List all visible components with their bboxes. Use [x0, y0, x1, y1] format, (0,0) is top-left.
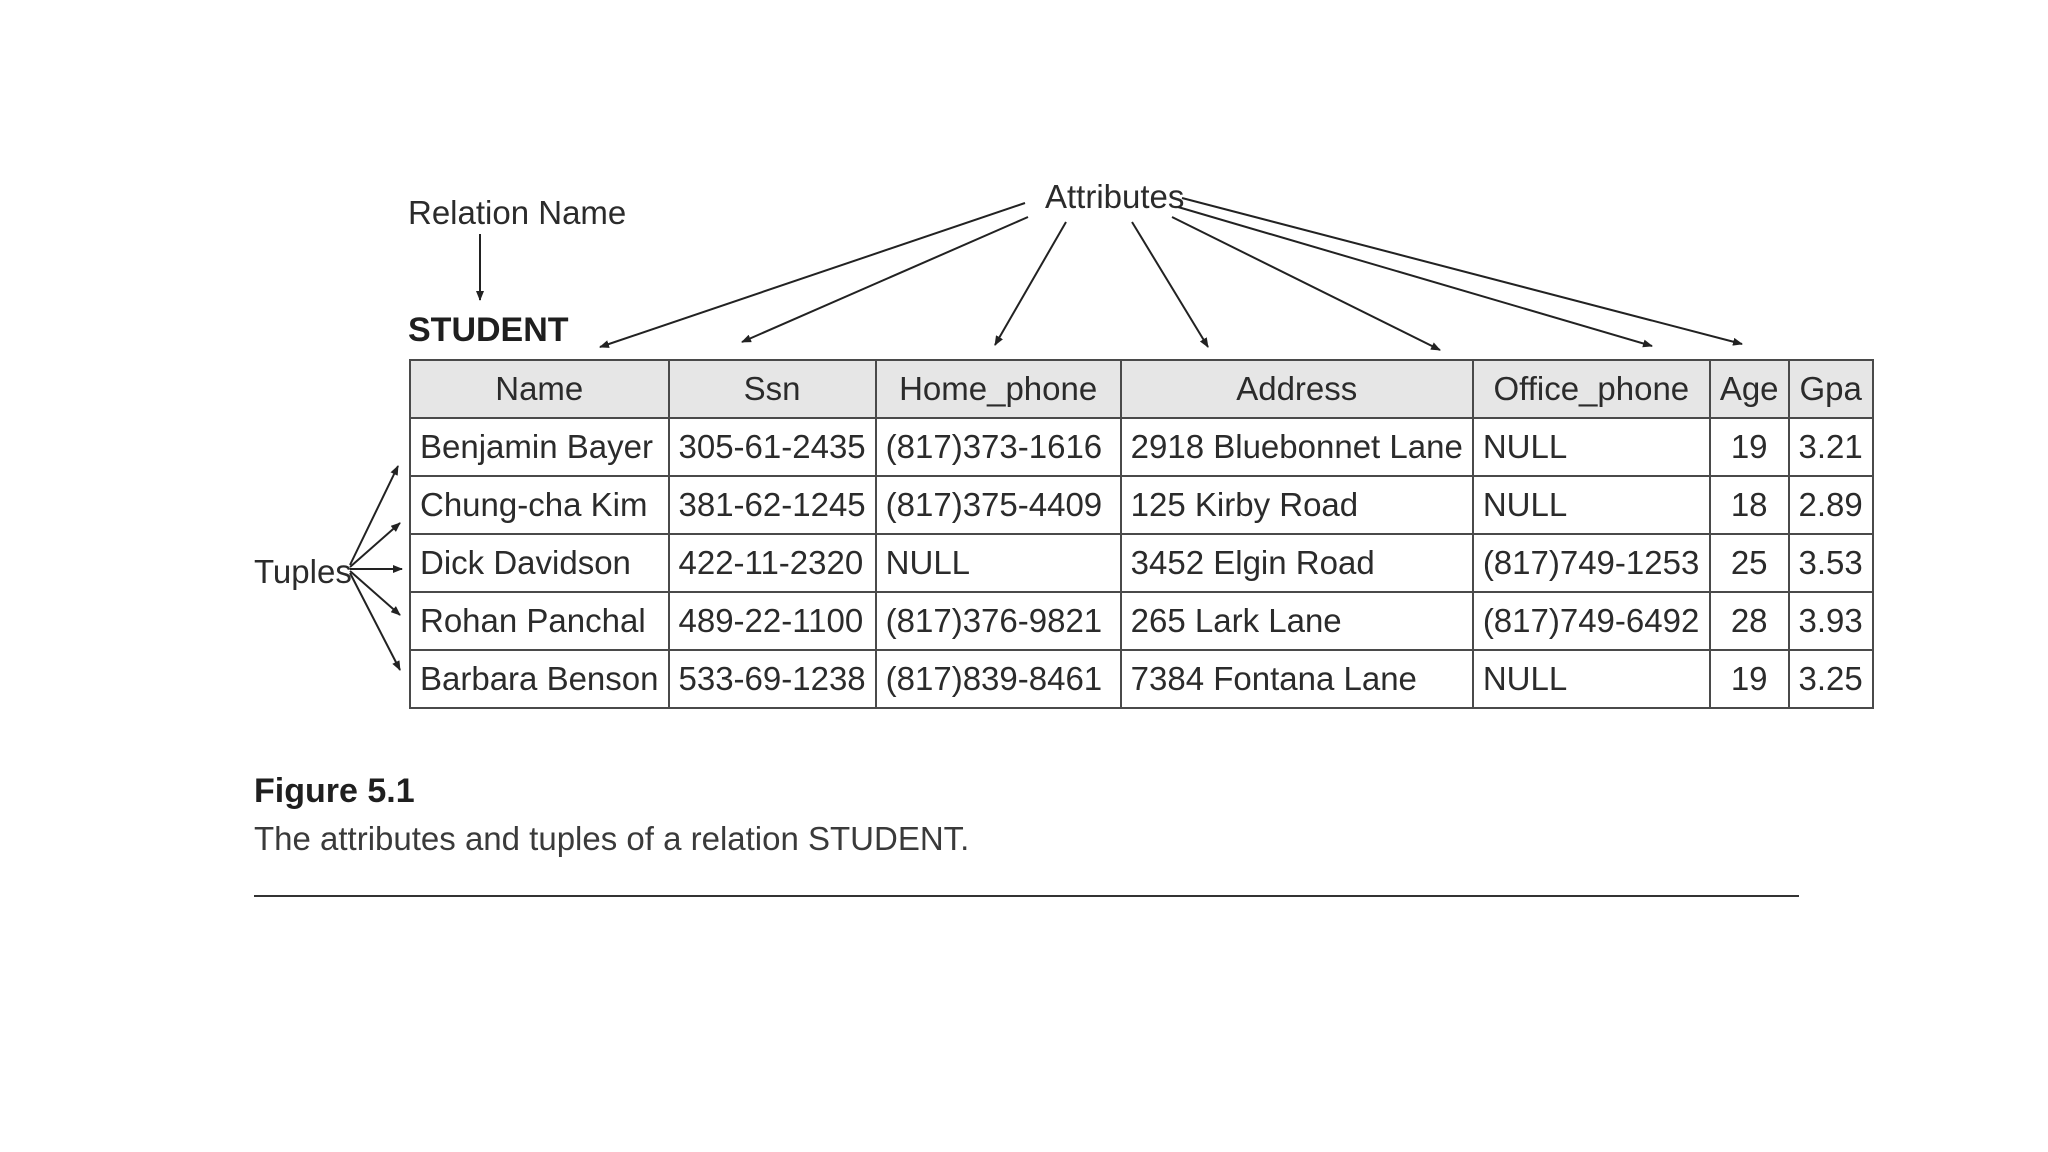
- cell-gpa: 3.25: [1789, 650, 1873, 708]
- figure-caption: The attributes and tuples of a relation STUDENT.: [254, 820, 970, 857]
- attribute-arrow-home-phone: [995, 222, 1066, 345]
- attributes-label: Attributes: [1045, 178, 1185, 215]
- table-row: [410, 418, 1873, 476]
- cell-office-phone: (817)749-6492: [1473, 592, 1710, 650]
- cell-address: 2918 Bluebonnet Lane: [1121, 418, 1473, 476]
- cell-address: 7384 Fontana Lane: [1121, 650, 1473, 708]
- cell-gpa: 3.93: [1789, 592, 1873, 650]
- cell-age: 28: [1710, 592, 1789, 650]
- cell-age: 19: [1710, 650, 1789, 708]
- cell-name: Chung-cha Kim: [410, 476, 669, 534]
- relation-name-label: Relation Name: [408, 194, 627, 231]
- table-header-row: [410, 360, 1873, 418]
- cell-name: Barbara Benson: [410, 650, 669, 708]
- attribute-arrow-name: [600, 203, 1025, 347]
- cell-name: Rohan Panchal: [410, 592, 669, 650]
- cell-ssn: 489-22-1100: [669, 592, 876, 650]
- tuple-arrow-2: [350, 523, 400, 567]
- cell-office-phone: (817)749-1253: [1473, 534, 1710, 592]
- attribute-arrow-ssn: [742, 217, 1028, 342]
- column-header-address: Address: [1121, 360, 1473, 418]
- figure-number: Figure 5.1: [254, 772, 415, 810]
- cell-address: 265 Lark Lane: [1121, 592, 1473, 650]
- cell-ssn: 381-62-1245: [669, 476, 876, 534]
- cell-office-phone: NULL: [1473, 418, 1710, 476]
- cell-age: 18: [1710, 476, 1789, 534]
- column-header-name: Name: [410, 360, 669, 418]
- cell-ssn: 305-61-2435: [669, 418, 876, 476]
- cell-office-phone: NULL: [1473, 476, 1710, 534]
- cell-ssn: 422-11-2320: [669, 534, 876, 592]
- cell-ssn: 533-69-1238: [669, 650, 876, 708]
- student-relation-table: [409, 359, 1874, 709]
- relation-title: STUDENT: [408, 311, 569, 349]
- cell-home-phone: (817)839-8461: [876, 650, 1121, 708]
- table-row: [410, 592, 1873, 650]
- cell-home-phone: (817)373-1616: [876, 418, 1121, 476]
- tuple-arrow-5: [350, 573, 400, 670]
- table-row: [410, 534, 1873, 592]
- attribute-arrow-office-phone: [1172, 217, 1440, 350]
- cell-name: Dick Davidson: [410, 534, 669, 592]
- cell-home-phone: (817)376-9821: [876, 592, 1121, 650]
- cell-address: 125 Kirby Road: [1121, 476, 1473, 534]
- column-header-gpa: Gpa: [1789, 360, 1873, 418]
- tuple-arrow-4: [350, 571, 400, 615]
- cell-age: 19: [1710, 418, 1789, 476]
- tuples-label: Tuples: [254, 553, 352, 590]
- cell-gpa: 2.89: [1789, 476, 1873, 534]
- tuple-arrow-1: [350, 466, 398, 565]
- attribute-arrow-address: [1132, 222, 1208, 347]
- cell-address: 3452 Elgin Road: [1121, 534, 1473, 592]
- cell-home-phone: NULL: [876, 534, 1121, 592]
- column-header-age: Age: [1710, 360, 1789, 418]
- cell-gpa: 3.53: [1789, 534, 1873, 592]
- column-header-office-phone: Office_phone: [1473, 360, 1710, 418]
- divider: [254, 895, 1799, 897]
- table-row: [410, 650, 1873, 708]
- table-row: [410, 476, 1873, 534]
- attribute-arrow-gpa: [1182, 198, 1742, 344]
- column-header-ssn: Ssn: [669, 360, 876, 418]
- column-header-home-phone: Home_phone: [876, 360, 1121, 418]
- cell-home-phone: (817)375-4409: [876, 476, 1121, 534]
- attribute-arrow-age: [1178, 207, 1652, 346]
- cell-name: Benjamin Bayer: [410, 418, 669, 476]
- cell-office-phone: NULL: [1473, 650, 1710, 708]
- cell-age: 25: [1710, 534, 1789, 592]
- cell-gpa: 3.21: [1789, 418, 1873, 476]
